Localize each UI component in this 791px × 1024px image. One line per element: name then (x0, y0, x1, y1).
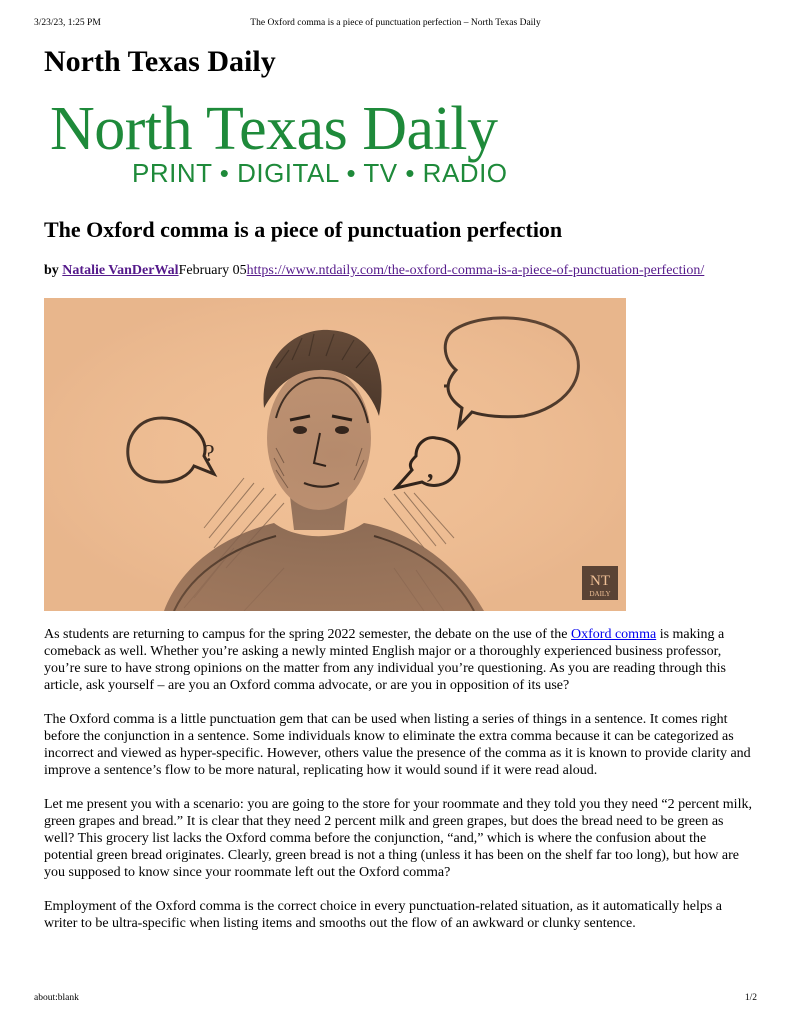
publish-date: February 05 (178, 263, 247, 278)
article-paragraph: Employment of the Oxford comma is the correct choice in every punctuation-related situation, as it automatically helps a writer to be ultra-specific when listing items and smooths out the flow of an awkward or clunky sentence. (44, 899, 723, 931)
byline-label: by (44, 263, 59, 278)
article-illustration (44, 298, 626, 611)
print-datetime: 3/23/23, 1:25 PM (34, 18, 101, 28)
print-url: about:blank (34, 993, 79, 1003)
site-logo[interactable] (50, 96, 570, 196)
author-link[interactable]: Natalie VanDerWal (62, 263, 179, 278)
print-document-title: The Oxford comma is a piece of punctuation perfection – North Texas Daily (250, 18, 541, 28)
print-header (0, 18, 791, 32)
byline (44, 262, 744, 279)
illustration-svg (44, 298, 626, 611)
badge-top-text: NT (590, 573, 610, 589)
article-paragraph (44, 626, 752, 694)
oxford-comma-link[interactable]: Oxford comma (571, 627, 657, 642)
badge-bottom-text: DAILY (589, 590, 611, 598)
logo-wordmark: North Texas Daily (50, 95, 498, 163)
article-body (44, 626, 752, 949)
site-title: North Texas Daily (44, 45, 276, 78)
nt-daily-badge (582, 566, 618, 600)
article-paragraph: Let me present you with a scenario: you are going to the store for your roommate and they told you they need “2 percent milk, green grapes and bread.” It is clear that they need 2 percent milk and green grapes, but does the bread need to be green as well? This grocery list lacks the Oxford comma before the conjunction, “and,” which is where the confusion about the potential green bread originates. Clearly, green bread is not a thing (unless it has been on the shelf far too long), but how are you supposed to know since your roommate left out the Oxford comma? (44, 797, 752, 880)
print-footer (0, 993, 791, 1007)
article-paragraph: The Oxford comma is a little punctuation gem that can be used when listing a series of things in a sentence. It comes right before the conjunction in a sentence. Some individuals know to eliminate the extra comma because it can be categorized as incorrect and viewed as hyper-specific. However, others value the presence of the comma as it is known to provide clarity and improve a sentence’s flow to be more natural, replicating how it would sound if it were read aloud. (44, 712, 751, 778)
paragraph-text: is making a comeback as well. Whether you’re asking a newly minted English major or a thoroughly experienced business professor, you’re sure to have strong opinions on the matter from any individual you’re questioning. As you are reading through this article, ask yourself – are you an Oxford comma advocate, or are you in opposition of its use? (44, 627, 726, 693)
logo-tagline: PRINT • DIGITAL • TV • RADIO (132, 158, 508, 188)
article-url-link[interactable]: https://www.ntdaily.com/the-oxford-comma-is-a-piece-of-punctuation-perfection/ (246, 263, 705, 278)
page-number: 1/2 (744, 993, 757, 1003)
paragraph-text: As students are returning to campus for the spring 2022 semester, the debate on the use of the (44, 627, 572, 642)
article-title: The Oxford comma is a piece of punctuation perfection (44, 217, 563, 242)
